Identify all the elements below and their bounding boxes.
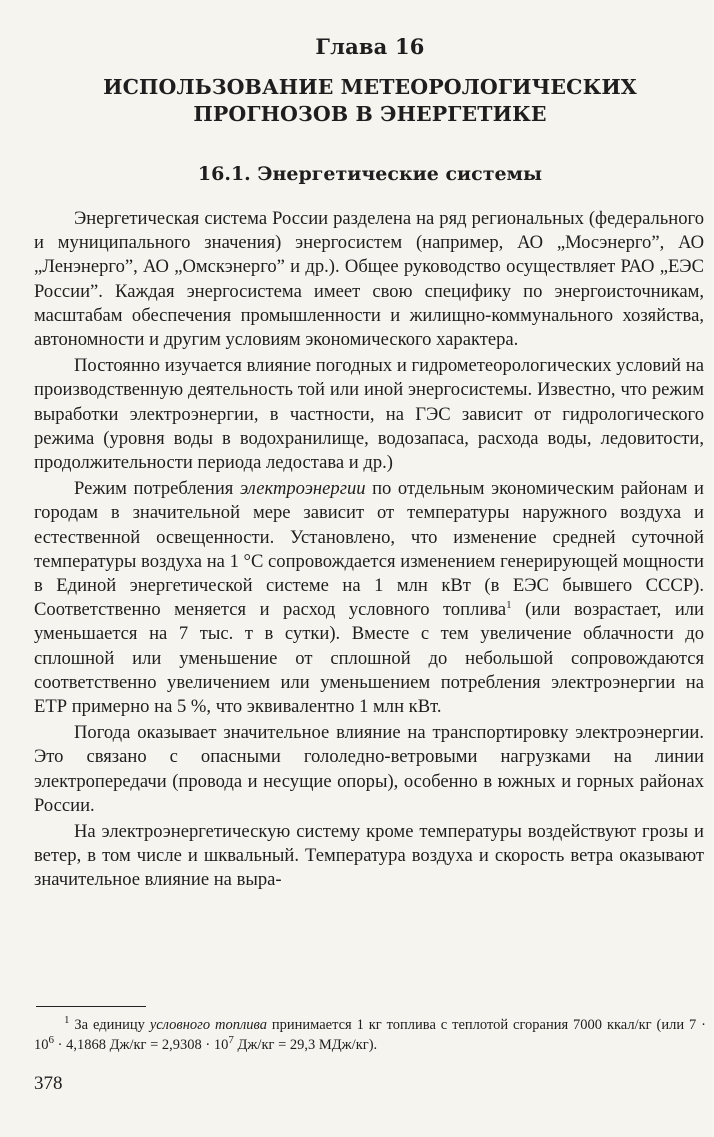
footnote-reference: 1 [506, 599, 512, 612]
footnote-marker: 1 [64, 1014, 70, 1027]
footnote-text [34, 1015, 706, 1055]
footnote-end: Дж/кг = 29,3 МДж/кг). [233, 1037, 378, 1053]
chapter-number: Глава 16 [315, 34, 425, 59]
paragraph-3-emphasis: электроэнергии [239, 478, 366, 500]
paragraph-2: Постоянно изучается влияние погодных и гидрометеорологических условий на производственную деятельность той или иной энергосистемы. Известно, что режим выработки электроэнергии, в частности, на ГЭС зависит от гидрологического режима (уровня воды в водохранилище, водозапаса, расхода воды, ледовитости, продолжительности периода ледостава и др.) [34, 355, 704, 474]
footnote-divider [36, 1006, 146, 1007]
paragraph-5: На электроэнергетическую систему кроме температуры воздействуют грозы и ветер, в том числе и шквальный. Температура воздуха и скорость ветра оказывают значительное влияние на выра- [34, 821, 704, 891]
paragraph-3-end: (или возрастает, или уменьшается на 7 тыс. т в сутки). Вместе с тем увеличение облачности до сплошной или уменьшение от сплошной до небольшой сопровождаются соответственно увеличением или уменьшением потребления электроэнергии на ЕТР примерно на 5 %, что эквивалентно 1 млн кВт. [34, 599, 705, 718]
paragraph-3 [34, 477, 704, 719]
page-number: 378 [34, 1073, 63, 1094]
chapter-title-line2: ПРОГНОЗОВ В ЭНЕРГЕТИКЕ [193, 102, 547, 126]
footnote-formula: · 4,1868 Дж/кг = 2,9308 · 10 [54, 1037, 229, 1053]
footnote-exponent-7: 7 [228, 1034, 234, 1047]
paragraph-1: Энергетическая система России разделена на ряд региональных (федерального и муниципального значения) энергосистем (например, АО „Мосэнерго”, АО „Ленэнерго”, АО „Омскэнерго” и др.). Общее руководство осуществляет РАО „ЕЭС России”. Каждая энергосистема имеет свою специфику по энергоисточникам, масштабам обеспечения промышленности и жилищно-коммунального хозяйства, автономности и другим условиям экономического характера. [34, 208, 704, 351]
chapter-title [0, 74, 714, 128]
footnote-emphasis: условного топлива [149, 1017, 267, 1033]
section-title: 16.1. Энергетические системы [197, 163, 543, 185]
footnote-middle: принимается 1 кг топлива с теплотой сгорания 7000 ккал/кг (или 7 · 10 [34, 1017, 706, 1053]
footnote-exponent-6: 6 [48, 1034, 54, 1047]
paragraph-3-start: Режим потребления [74, 478, 240, 500]
body-text [34, 207, 704, 893]
paragraph-3-middle: по отдельным экономическим районам и городам в значительной мере зависит от температуры наружного воздуха и естественной освещенности. Установлено, что изменение средней суточной температуры воздуха на 1 °С сопровождается изменением генерирующей мощности в Единой энергетической системе на 1 млн кВт (в ЕЭС бывшего СССР). Соответственно меняется и расход условного топлива [34, 478, 704, 621]
footnote [34, 1015, 706, 1055]
chapter-title-line1: ИСПОЛЬЗОВАНИЕ МЕТЕОРОЛОГИЧЕСКИХ [103, 75, 637, 99]
paragraph-4: Погода оказывает значительное влияние на транспортировку электроэнергии. Это связано с опасными гололедно-ветровыми нагрузками на линии электропередачи (провода и несущие опоры), особенно в южных и горных районах России. [34, 722, 704, 816]
footnote-start: За единицу [69, 1017, 150, 1033]
